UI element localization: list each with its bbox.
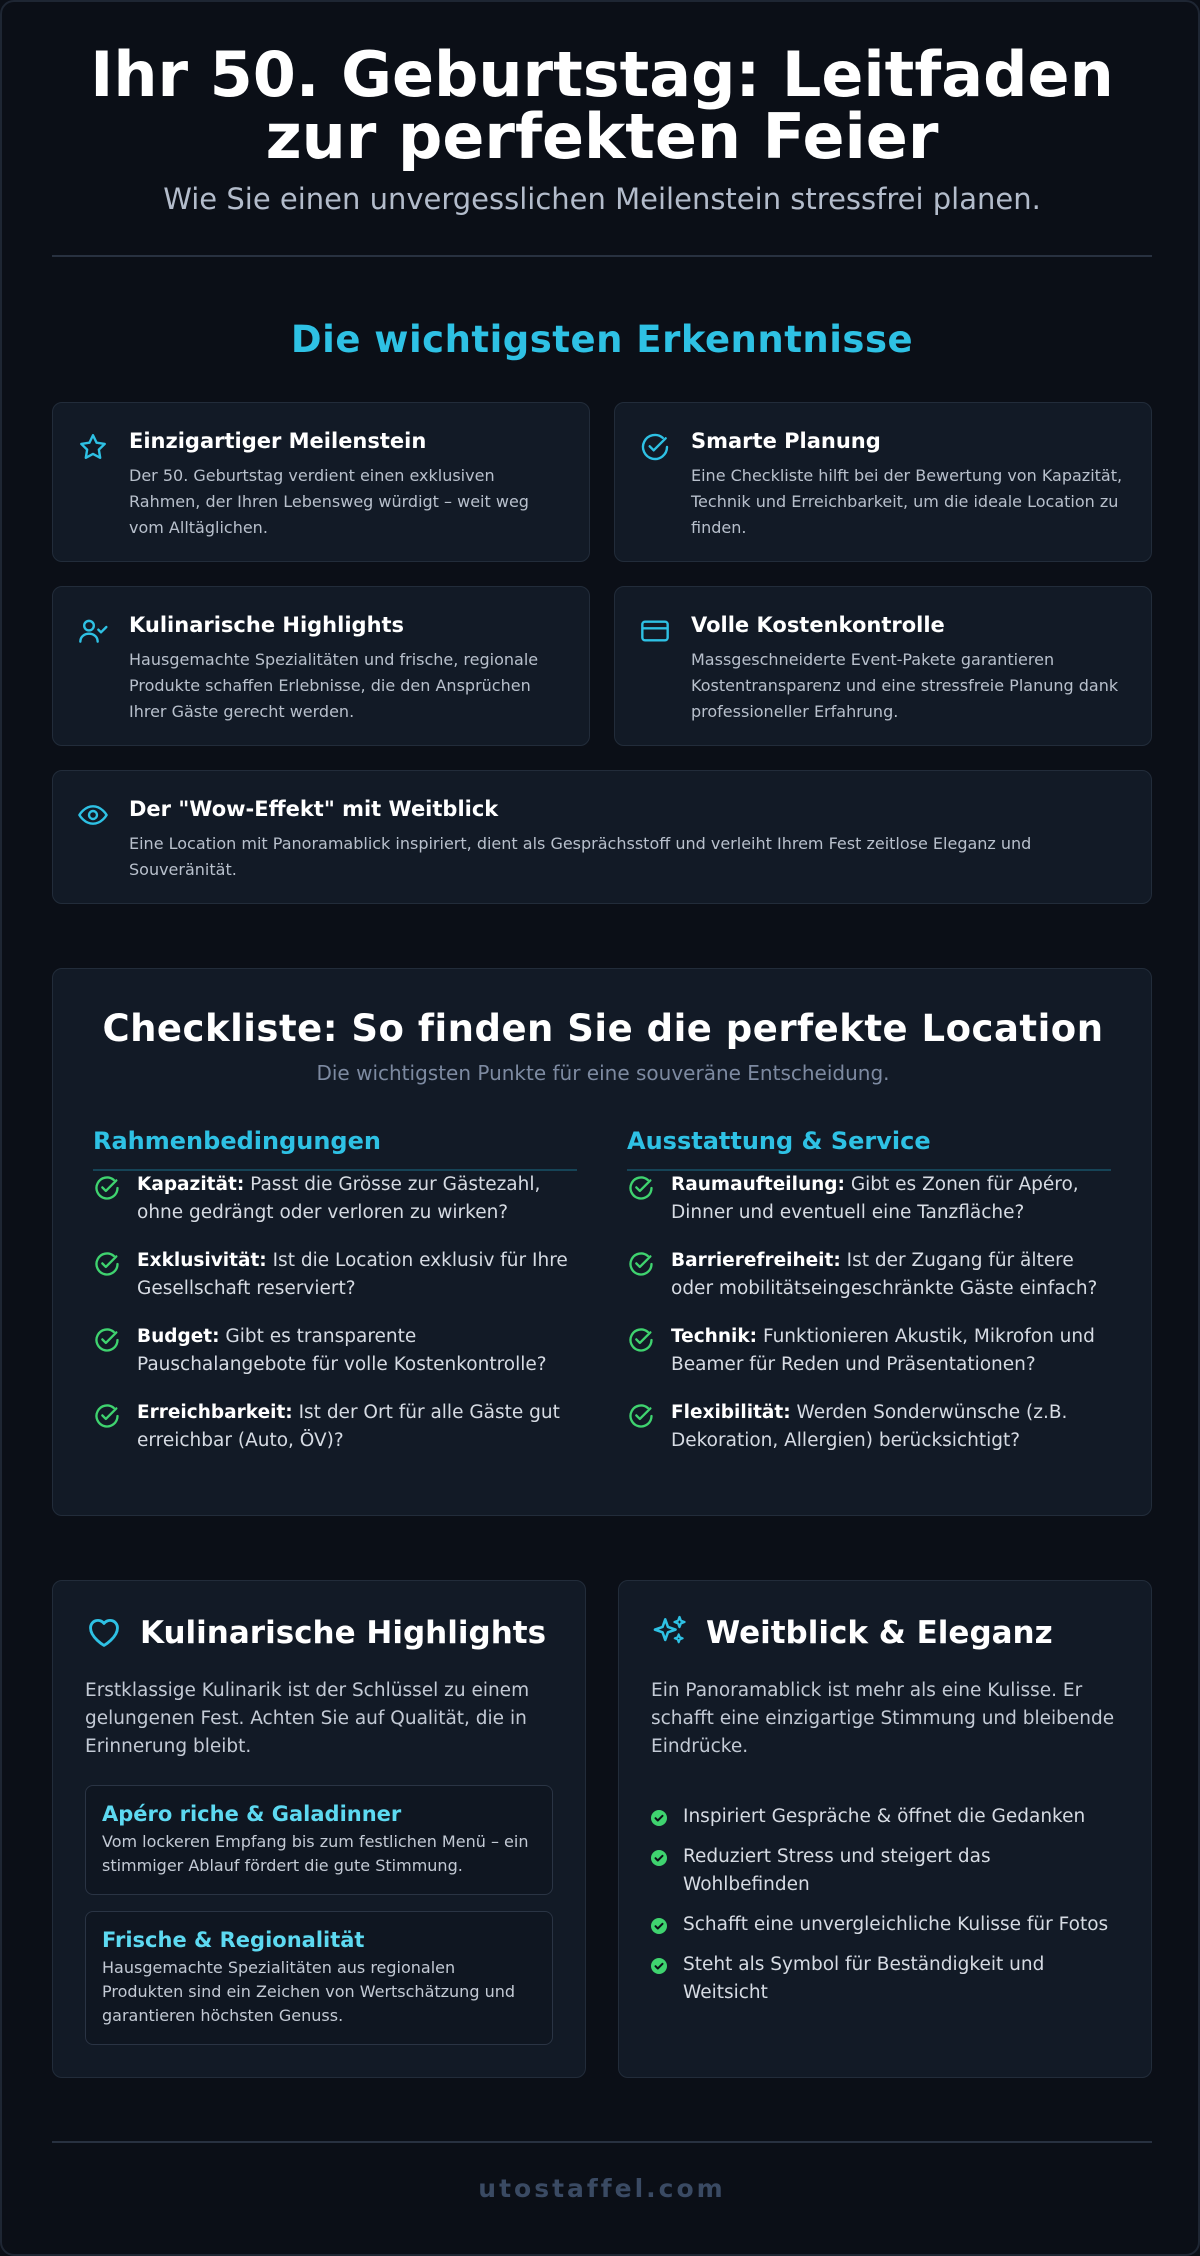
insight-text: Der 50. Geburtstag verdient einen exklusiven Rahmen, der Ihren Lebensweg würdigt – weit weg vom Alltäglichen. [129, 466, 529, 537]
checklist-item [93, 1247, 577, 1323]
item-text: Ist der Zugang für ältere oder mobilitätseingeschränkte Gäste einfach? [671, 1250, 1098, 1299]
list-item [651, 1911, 1123, 1939]
list-item [651, 1843, 1123, 1899]
checklist-card [52, 968, 1152, 1516]
insight-card-planning [614, 402, 1152, 562]
insight-card-culinary [52, 586, 590, 746]
item-text: Ist der Ort für alle Gäste gut erreichbar (Auto, ÖV)? [137, 1402, 560, 1451]
list-item [651, 1803, 1123, 1831]
check-badge-icon [651, 1958, 667, 1974]
checklist-item [93, 1171, 577, 1247]
item-label: Kapazität: [137, 1174, 245, 1195]
check-circle-icon [93, 1326, 121, 1354]
check-circle-icon [93, 1174, 121, 1202]
insight-title: Kulinarische Highlights [129, 613, 405, 637]
page-subtitle: Wie Sie einen unvergesslichen Meilenstein stressfrei planen. [163, 182, 1041, 216]
item-label: Technik: [671, 1326, 758, 1347]
footer-brand[interactable]: utostaffel.com [478, 2174, 726, 2203]
item-text: Passt die Grösse zur Gästezahl, ohne gedrängt oder verloren zu wirken? [137, 1174, 541, 1223]
insight-title: Volle Kostenkontrolle [691, 613, 945, 637]
item-text: Ist die Location exklusiv für Ihre Gesellschaft reserviert? [137, 1250, 568, 1299]
culinary-text: Erstklassige Kulinarik ist der Schlüssel zu einem gelungenen Fest. Achten Sie auf Qualität, die in Erinnerung bleibt. [85, 1680, 530, 1757]
check-badge-icon [651, 1918, 667, 1934]
checklist-title: Checkliste: So finden Sie die perfekte Location [102, 1007, 1104, 1050]
view-list [651, 1803, 1123, 2019]
box-text: Hausgemachte Spezialitäten aus regionalen Produkten sind ein Zeichen von Wertschätzung und garantieren höchsten Genuss. [102, 1958, 515, 2025]
box-title: Frische & Regionalität [102, 1928, 365, 1952]
insight-text: Hausgemachte Spezialitäten und frische, regionale Produkte schaffen Erlebnisse, die den Ansprüchen Ihrer Gäste gerecht werden. [129, 650, 539, 721]
view-card [618, 1580, 1152, 2078]
checklist-item [93, 1399, 577, 1475]
sparkles-icon [651, 1613, 689, 1651]
insight-text: Eine Location mit Panoramablick inspiriert, dient als Gesprächsstoff und verleiht Ihrem Fest zeitlose Eleganz und Souveränität. [129, 834, 1032, 879]
insight-card-wow [52, 770, 1152, 904]
insight-card-milestone [52, 402, 590, 562]
check-circle-icon [627, 1174, 655, 1202]
checklist-item [627, 1171, 1111, 1247]
checklist-item [627, 1323, 1111, 1399]
insight-text: Eine Checkliste hilft bei der Bewertung von Kapazität, Technik und Erreichbarkeit, um die ideale Location zu finden. [691, 466, 1123, 537]
list-item-text: Reduziert Stress und steigert das Wohlbefinden [683, 1846, 991, 1895]
checklist-item [627, 1247, 1111, 1323]
check-circle-icon [93, 1402, 121, 1430]
user-check-icon [77, 615, 109, 647]
culinary-box-apero [85, 1785, 553, 1895]
check-circle-icon [627, 1402, 655, 1430]
culinary-title: Kulinarische Highlights [140, 1615, 547, 1651]
checklist-item [627, 1399, 1111, 1475]
list-item-text: Schafft eine unvergleichliche Kulisse für Fotos [683, 1914, 1109, 1935]
item-text: Werden Sonderwünsche (z.B. Dekoration, Allergien) berücksichtigt? [671, 1402, 1068, 1451]
item-text: Funktionieren Akustik, Mikrofon und Beamer für Reden und Präsentationen? [671, 1326, 1095, 1375]
view-title: Weitblick & Eleganz [706, 1615, 1053, 1651]
column-heading: Rahmenbedingungen [93, 1127, 577, 1171]
check-circle-icon [627, 1326, 655, 1354]
item-label: Raumaufteilung: [671, 1174, 845, 1195]
checklist-column-conditions [93, 1127, 577, 1475]
header-divider [52, 255, 1152, 257]
list-item-text: Steht als Symbol für Beständigkeit und Weitsicht [683, 1954, 1045, 2003]
heart-icon [85, 1613, 123, 1651]
insight-title: Smarte Planung [691, 429, 881, 453]
item-label: Erreichbarkeit: [137, 1402, 293, 1423]
culinary-box-regional [85, 1911, 553, 2045]
check-circle-icon [93, 1250, 121, 1278]
check-circle-icon [639, 431, 671, 463]
insight-title: Einzigartiger Meilenstein [129, 429, 427, 453]
box-title: Apéro riche & Galadinner [102, 1802, 402, 1826]
item-text: Gibt es transparente Pauschalangebote für volle Kostenkontrolle? [137, 1326, 547, 1375]
check-circle-icon [627, 1250, 655, 1278]
check-badge-icon [651, 1810, 667, 1826]
star-icon [77, 431, 109, 463]
credit-card-icon [639, 615, 671, 647]
box-text: Vom lockeren Empfang bis zum festlichen Menü – ein stimmiger Ablauf fördert die gute Stimmung. [102, 1832, 529, 1875]
footer-divider [52, 2141, 1152, 2143]
item-text: Gibt es Zonen für Apéro, Dinner und eventuell eine Tanzfläche? [671, 1174, 1079, 1223]
insight-title: Der "Wow-Effekt" mit Weitblick [129, 797, 499, 821]
list-item-text: Inspiriert Gespräche & öffnet die Gedanken [683, 1806, 1086, 1827]
checklist-subtitle: Die wichtigsten Punkte für eine souveräne Entscheidung. [316, 1061, 890, 1085]
header [52, 38, 1152, 216]
item-label: Flexibilität: [671, 1402, 791, 1423]
checklist-item [93, 1323, 577, 1399]
item-label: Exklusivität: [137, 1250, 267, 1271]
eye-icon [77, 799, 109, 831]
check-badge-icon [651, 1850, 667, 1866]
list-item [651, 1951, 1123, 2007]
insights-title: Die wichtigsten Erkenntnisse [290, 318, 914, 361]
insight-card-costs [614, 586, 1152, 746]
item-label: Budget: [137, 1326, 220, 1347]
checklist-column-equipment [627, 1127, 1111, 1475]
page-title: Ihr 50. Geburtstag: Leitfaden zur perfekten Feier [90, 38, 1114, 173]
insight-text: Massgeschneiderte Event-Pakete garantieren Kostentransparenz und eine stressfreie Planung dank professioneller Erfahrung. [691, 650, 1119, 721]
culinary-card [52, 1580, 586, 2078]
view-text: Ein Panoramablick ist mehr als eine Kulisse. Er schafft eine einzigartige Stimmung und bleibende Eindrücke. [651, 1680, 1115, 1757]
column-heading: Ausstattung & Service [627, 1127, 1111, 1171]
item-label: Barrierefreiheit: [671, 1250, 841, 1271]
